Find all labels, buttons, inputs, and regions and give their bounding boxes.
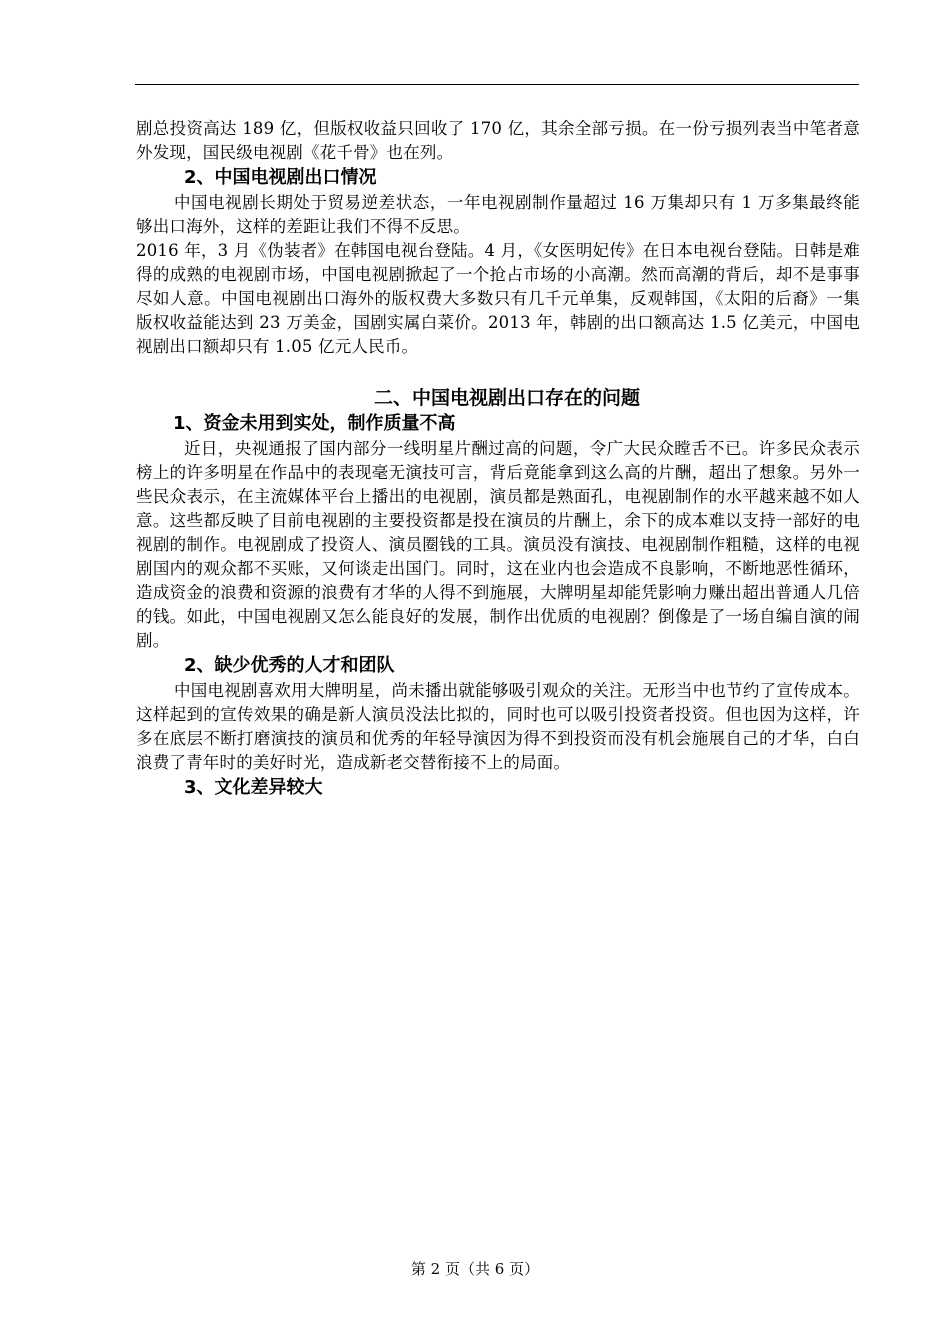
document-body xyxy=(136,117,860,801)
section-heading-talent: 2、缺少优秀的人才和团队 xyxy=(184,655,395,676)
section-heading-export-status: 2、中国电视剧出口情况 xyxy=(184,167,377,188)
paragraph-investment-loss: 剧总投资高达 189 亿，但版权收益只回收了 170 亿，其余全部亏损。在一份亏损列表当中笔者意外发现，国民级电视剧《花千骨》也在列。 xyxy=(136,119,860,162)
page-footer: 第 2 页（共 6 页） xyxy=(410,1260,540,1278)
paragraph-funding: 近日，央视通报了国内部分一线明星片酬过高的问题，令广大民众瞠舌不已。许多民众表示榜上的许多明星在作品中的表现毫无演技可言，背后竟能拿到这么高的片酬，超出了想象。另外一些民众表示，在主流媒体平台上播出的电视剧，演员都是熟面孔，电视剧制作的水平越来越不如人意。这些都反映了目前电视剧的主要投资都是投在演员的片酬上，余下的成本难以支持一部好的电视剧的制作。电视剧成了投资人、演员圈钱的工具。演员没有演技、电视剧制作粗糙，这样的电视剧国内的观众都不买账，又何谈走出国门。同时，这在业内也会造成不良影响，不断地恶性循环，造成资金的浪费和资源的浪费有才华的人得不到施展，大牌明星却能凭影响力赚出超出普通人几倍的钱。如此，中国电视剧又怎么能良好的发展，制作出优质的电视剧？倒像是了一场自编自演的闹剧。 xyxy=(136,439,860,650)
section-heading-funding: 1、资金未用到实处，制作质量不高 xyxy=(173,413,456,434)
section-heading-culture: 3、文化差异较大 xyxy=(184,777,323,798)
paragraph-export-2016: 2016 年，3 月《伪装者》在韩国电视台登陆。4 月，《女医明妃传》在日本电视台登陆。日韩是难得的成熟的电视剧市场，中国电视剧掀起了一个抢占市场的小高潮。然而高潮的背后，却不是事事尽如人意。中国电视剧出口海外的版权费大多数只有几千元单集，反观韩国，《太阳的后裔》一集版权收益能达到 23 万美金，国剧实属白菜价。2013 年，韩剧的出口额高达 1.5 亿美元，中国电视剧出口额却只有 1.05 亿元人民币。 xyxy=(136,241,860,356)
paragraph-talent: 中国电视剧喜欢用大牌明星，尚未播出就能够吸引观众的关注。无形当中也节约了宣传成本。这样起到的宣传效果的确是新人演员没法比拟的，同时也可以吸引投资者投资。但也因为这样，许多在底层不断打磨演技的演员和优秀的年轻导演因为得不到投资而没有机会施展自己的才华，白白浪费了青年时的美好时光，造成新老交替衔接不上的局面。 xyxy=(136,681,860,772)
header-rule xyxy=(135,84,859,85)
paragraph-trade-deficit: 中国电视剧长期处于贸易逆差状态，一年电视剧制作量超过 16 万集却只有 1 万多集最终能够出口海外，这样的差距让我们不得不反思。 xyxy=(136,193,860,236)
chapter-heading-export-problems: 二、中国电视剧出口存在的问题 xyxy=(373,387,640,409)
